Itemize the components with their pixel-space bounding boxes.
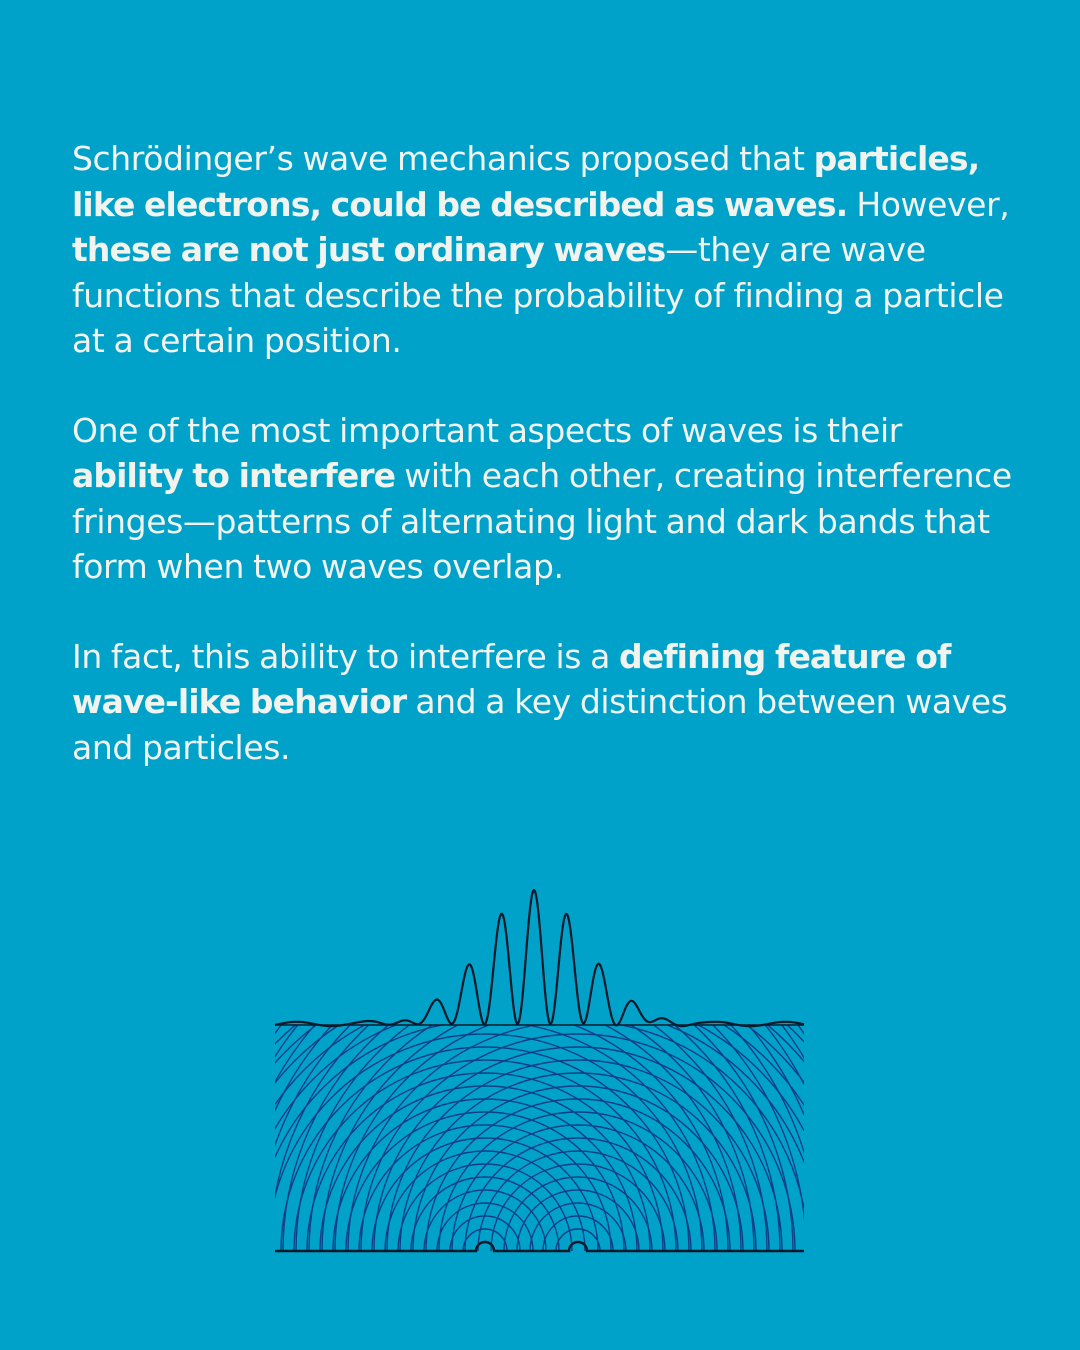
p1-seg3: However, bbox=[847, 184, 1010, 224]
wavefront-circle bbox=[452, 1125, 704, 1350]
intensity-curve bbox=[275, 890, 804, 1026]
wavefront-circle bbox=[270, 943, 886, 1350]
wavefront-circle bbox=[216, 982, 754, 1350]
wavefront-circle bbox=[138, 904, 832, 1350]
wavefront-circle bbox=[294, 1060, 676, 1350]
wavefront-circle bbox=[205, 878, 951, 1350]
wavefront-circle bbox=[413, 1086, 743, 1350]
wavefront-circle bbox=[255, 1021, 715, 1350]
wavefront-circle bbox=[361, 1034, 795, 1350]
wavefront-circle bbox=[164, 930, 806, 1350]
wavefront-circles bbox=[86, 852, 977, 1350]
p3-seg3: and a key distinction between waves and particles. bbox=[72, 682, 1008, 767]
p2-seg2: ability to interfere bbox=[72, 456, 396, 495]
wavefront-circle bbox=[307, 1073, 663, 1350]
wavefront-circle bbox=[400, 1073, 756, 1350]
p1-seg5: —they are wave functions that describe the probability of finding a particle at a certain position. bbox=[72, 230, 1004, 360]
wavefront-circle bbox=[411, 1177, 559, 1325]
wavefront-circle bbox=[387, 1060, 769, 1350]
wavefront-circle bbox=[346, 1112, 624, 1350]
wavefront-circle bbox=[190, 956, 780, 1350]
wavefront-circle bbox=[465, 1138, 691, 1350]
wavefront-circle bbox=[229, 995, 741, 1350]
wavefront-circle bbox=[348, 1021, 808, 1350]
wavefront-circle bbox=[151, 917, 819, 1350]
wavefront-circle bbox=[543, 1216, 613, 1286]
wavefront-circle bbox=[333, 1099, 637, 1350]
wavefront-circle bbox=[322, 995, 834, 1350]
wavefront-circle bbox=[426, 1099, 730, 1350]
wavefront-circle bbox=[257, 930, 899, 1350]
wavefront-circle bbox=[281, 1047, 689, 1350]
wavefront-circle bbox=[398, 1164, 572, 1338]
wavefront-circle bbox=[218, 891, 938, 1350]
wavefront-circle bbox=[203, 969, 767, 1350]
p3-seg1: In fact, this ability to interfere is a bbox=[72, 636, 620, 676]
wavefront-circle bbox=[504, 1177, 652, 1325]
wavefront-circle bbox=[517, 1190, 639, 1312]
paragraph-3 bbox=[72, 634, 1012, 771]
wavefront-circle bbox=[374, 1047, 782, 1350]
paragraph-1 bbox=[72, 136, 1012, 364]
wavefront-circle bbox=[530, 1203, 626, 1299]
wavefront-circle bbox=[450, 1216, 520, 1286]
wavefront-circle bbox=[491, 1164, 665, 1338]
wavefront-circle bbox=[192, 865, 964, 1350]
wavefront-circle bbox=[179, 852, 977, 1350]
wavefront-circle bbox=[439, 1112, 717, 1350]
paragraph-2 bbox=[72, 408, 1012, 590]
p2-seg3: with each other, creating interference fringes—patterns of alternating light and dark bands that form when two waves overlap. bbox=[72, 456, 1012, 586]
wavefront-circle bbox=[283, 956, 873, 1350]
p3-seg2: defining feature of wave-like behavior bbox=[72, 636, 951, 721]
body-text bbox=[72, 136, 1012, 814]
wavefront-circle bbox=[112, 878, 858, 1350]
wavefront-circle bbox=[478, 1151, 678, 1350]
p1-seg2: particles, like electrons, could be described as waves. bbox=[72, 139, 980, 224]
wavefront-circle bbox=[463, 1229, 507, 1273]
wavefront-circle bbox=[437, 1203, 533, 1299]
wavefront-circle bbox=[125, 891, 845, 1350]
wavefront-circle bbox=[556, 1229, 600, 1273]
wavefront-circle bbox=[242, 1008, 728, 1350]
wavefront-circle bbox=[424, 1190, 546, 1312]
wavefront-circle bbox=[86, 852, 884, 1350]
wavefront-circle bbox=[320, 1086, 650, 1350]
wavefront-circle bbox=[296, 969, 860, 1350]
wavefront-circle bbox=[177, 943, 793, 1350]
p1-seg4: these are not just ordinary waves bbox=[72, 230, 666, 269]
wavefront-circle bbox=[309, 982, 847, 1350]
wavefront-circle bbox=[99, 865, 871, 1350]
wavefront-circle bbox=[476, 1242, 494, 1260]
wavefront-circle bbox=[359, 1125, 611, 1350]
p2-seg1: One of the most important aspects of waves is their bbox=[72, 410, 902, 450]
wavefront-circle bbox=[372, 1138, 598, 1350]
wavefront-circle bbox=[231, 904, 925, 1350]
wavefront-circle bbox=[244, 917, 912, 1350]
wavefront-circle bbox=[268, 1034, 702, 1350]
wavefront-circle bbox=[569, 1242, 587, 1260]
wavefront-circle bbox=[335, 1008, 821, 1350]
wavefront-circle bbox=[385, 1151, 585, 1350]
p1-seg1: Schrödinger’s wave mechanics proposed that bbox=[72, 139, 814, 178]
slit-barrier bbox=[275, 1242, 804, 1251]
